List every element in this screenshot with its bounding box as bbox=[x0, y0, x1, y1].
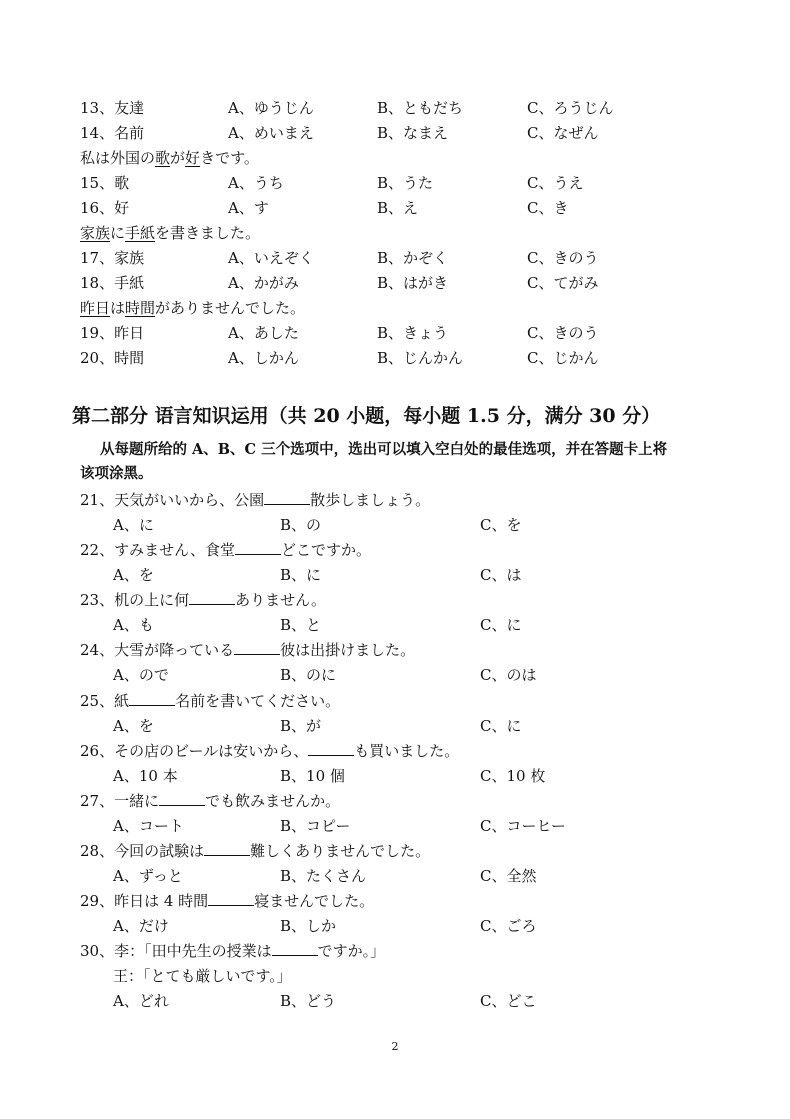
question-15: 15、歌 bbox=[80, 174, 130, 192]
question-22 bbox=[80, 540, 371, 560]
q24-option-b: B、のに bbox=[280, 666, 337, 684]
sentence-text: に bbox=[110, 224, 126, 242]
question-text: 24、大雪が降っている bbox=[80, 641, 235, 659]
sentence-text: がありませんでした。 bbox=[155, 299, 306, 317]
q27-option-c: C、コーヒー bbox=[480, 817, 566, 835]
q14-option-c: C、なぜん bbox=[527, 124, 599, 142]
answer-blank bbox=[235, 540, 281, 555]
question-21 bbox=[80, 490, 430, 510]
section-heading: 第二部分 语言知识运用（共 20 小题，每小题 1.5 分，满分 30 分） bbox=[72, 405, 661, 427]
q30-option-c: C、どこ bbox=[480, 992, 537, 1010]
q26-option-c: C、10 枚 bbox=[480, 767, 546, 785]
q23-option-c: C、に bbox=[480, 616, 522, 634]
q29-option-c: C、ごろ bbox=[480, 917, 537, 935]
question-text: 30、李：「田中先生の授業は bbox=[80, 942, 272, 960]
sentence-text: が bbox=[170, 149, 186, 167]
q17-option-c: C、きのう bbox=[527, 249, 599, 267]
question-13: 13、友達 bbox=[80, 99, 145, 117]
q13-option-b: B、ともだち bbox=[377, 99, 464, 117]
question-18: 18、手紙 bbox=[80, 274, 145, 292]
q21-option-c: C、を bbox=[480, 516, 522, 534]
question-text: 26、その店のビールは安いから、 bbox=[80, 742, 309, 760]
answer-blank bbox=[264, 490, 310, 505]
q30-option-b: B、どう bbox=[280, 992, 337, 1010]
answer-blank bbox=[129, 691, 175, 706]
question-20: 20、時間 bbox=[80, 349, 145, 367]
q26-option-b: B、10 個 bbox=[280, 767, 345, 785]
instruction-line-1: 从每题所给的 A、B、C 三个选项中，选出可以填入空白处的最佳选项，并在答题卡上将 bbox=[100, 441, 668, 458]
question-text: どこですか。 bbox=[281, 541, 372, 559]
q25-option-a: A、を bbox=[113, 717, 154, 735]
q29-option-b: B、しか bbox=[280, 917, 337, 935]
question-text: でも飲みませんか。 bbox=[205, 792, 341, 810]
q15-option-b: B、うた bbox=[377, 174, 434, 192]
question-text: 21、天気がいいから、公園 bbox=[80, 491, 265, 509]
context-sentence-1 bbox=[80, 148, 259, 168]
question-30 bbox=[80, 941, 385, 961]
q20-option-a: A、しかん bbox=[228, 349, 299, 367]
q20-option-c: C、じかん bbox=[527, 349, 599, 367]
sentence-text: きです。 bbox=[200, 149, 259, 167]
sentence-text: 私は外国の bbox=[80, 149, 156, 167]
q18-option-c: C、てがみ bbox=[527, 274, 599, 292]
question-text: も買いました。 bbox=[354, 742, 460, 760]
q15-option-c: C、うえ bbox=[527, 174, 584, 192]
q28-option-c: C、全然 bbox=[480, 867, 537, 885]
q17-option-a: A、いえぞく bbox=[228, 249, 314, 267]
q19-option-b: B、きょう bbox=[377, 324, 449, 342]
underlined-word: 手紙 bbox=[125, 224, 156, 242]
q19-option-c: C、きのう bbox=[527, 324, 599, 342]
underlined-word: 家族 bbox=[80, 224, 111, 242]
question-17: 17、家族 bbox=[80, 249, 145, 267]
q22-option-c: C、は bbox=[480, 566, 522, 584]
underlined-word: 歌 bbox=[155, 149, 171, 167]
q28-option-b: B、たくさん bbox=[280, 867, 367, 885]
question-23 bbox=[80, 590, 326, 610]
q16-option-b: B、え bbox=[377, 199, 419, 217]
q13-option-c: C、ろうじん bbox=[527, 99, 614, 117]
q29-option-a: A、だけ bbox=[113, 917, 169, 935]
sentence-text: を書きました。 bbox=[155, 224, 261, 242]
answer-blank bbox=[204, 841, 250, 856]
question-text: 25、紙 bbox=[80, 692, 130, 710]
question-19: 19、昨日 bbox=[80, 324, 145, 342]
question-29 bbox=[80, 891, 374, 911]
sentence-text: は bbox=[110, 299, 126, 317]
question-24 bbox=[80, 640, 415, 660]
q13-option-a: A、ゆうじん bbox=[228, 99, 314, 117]
q25-option-c: C、に bbox=[480, 717, 522, 735]
answer-blank bbox=[208, 891, 254, 906]
answer-blank bbox=[308, 741, 354, 756]
underlined-word: 昨日 bbox=[80, 299, 111, 317]
underlined-word: 好 bbox=[185, 149, 201, 167]
instruction-line-2: 该项涂黑。 bbox=[80, 465, 153, 482]
question-text: 28、今回の試験は bbox=[80, 842, 205, 860]
q28-option-a: A、ずっと bbox=[113, 867, 183, 885]
answer-blank bbox=[272, 941, 318, 956]
q27-option-a: A、コート bbox=[113, 817, 184, 835]
answer-blank bbox=[234, 640, 280, 655]
question-text: 彼は出掛けました。 bbox=[280, 641, 416, 659]
q16-option-a: A、す bbox=[228, 199, 269, 217]
question-16: 16、好 bbox=[80, 199, 130, 217]
q24-option-c: C、のは bbox=[480, 666, 537, 684]
question-text: 23、机の上に何 bbox=[80, 591, 190, 609]
q24-option-a: A、ので bbox=[113, 666, 169, 684]
answer-blank bbox=[189, 590, 235, 605]
q30-option-a: A、どれ bbox=[113, 992, 169, 1010]
q26-option-a: A、10 本 bbox=[113, 767, 178, 785]
question-text: ありません。 bbox=[235, 591, 326, 609]
question-text: 29、昨日は 4 時間 bbox=[80, 892, 209, 910]
context-sentence-2 bbox=[80, 223, 260, 243]
question-27 bbox=[80, 791, 340, 811]
underlined-word: 時間 bbox=[125, 299, 156, 317]
q14-option-b: B、なまえ bbox=[377, 124, 449, 142]
question-26 bbox=[80, 741, 459, 761]
answer-blank bbox=[159, 791, 205, 806]
q18-option-a: A、かがみ bbox=[228, 274, 299, 292]
q23-option-a: A、も bbox=[113, 616, 154, 634]
q21-option-b: B、の bbox=[280, 516, 322, 534]
question-text: 名前を書いてください。 bbox=[175, 692, 341, 710]
question-text: ですか。」 bbox=[317, 942, 386, 960]
question-text: 難しくありませんでした。 bbox=[250, 842, 431, 860]
q22-option-a: A、を bbox=[113, 566, 154, 584]
q19-option-a: A、あした bbox=[228, 324, 299, 342]
q18-option-b: B、はがき bbox=[377, 274, 449, 292]
question-text: 22、すみません、食堂 bbox=[80, 541, 235, 559]
page-number: 2 bbox=[391, 1040, 399, 1053]
q14-option-a: A、めいまえ bbox=[228, 124, 314, 142]
q27-option-b: B、コピー bbox=[280, 817, 351, 835]
q30-dialogue-line-2: 王：「とても厳しいです。」 bbox=[113, 967, 292, 985]
q15-option-a: A、うち bbox=[228, 174, 284, 192]
question-text: 寝ませんでした。 bbox=[254, 892, 375, 910]
question-28 bbox=[80, 841, 430, 861]
q20-option-b: B、じんかん bbox=[377, 349, 464, 367]
q21-option-a: A、に bbox=[113, 516, 154, 534]
q16-option-c: C、き bbox=[527, 199, 569, 217]
q23-option-b: B、と bbox=[280, 616, 322, 634]
question-text: 散歩しましょう。 bbox=[310, 491, 431, 509]
context-sentence-3 bbox=[80, 298, 305, 318]
q22-option-b: B、に bbox=[280, 566, 322, 584]
question-text: 27、一緒に bbox=[80, 792, 160, 810]
q25-option-b: B、が bbox=[280, 717, 322, 735]
q17-option-b: B、かぞく bbox=[377, 249, 449, 267]
question-25 bbox=[80, 691, 340, 711]
question-14: 14、名前 bbox=[80, 124, 145, 142]
